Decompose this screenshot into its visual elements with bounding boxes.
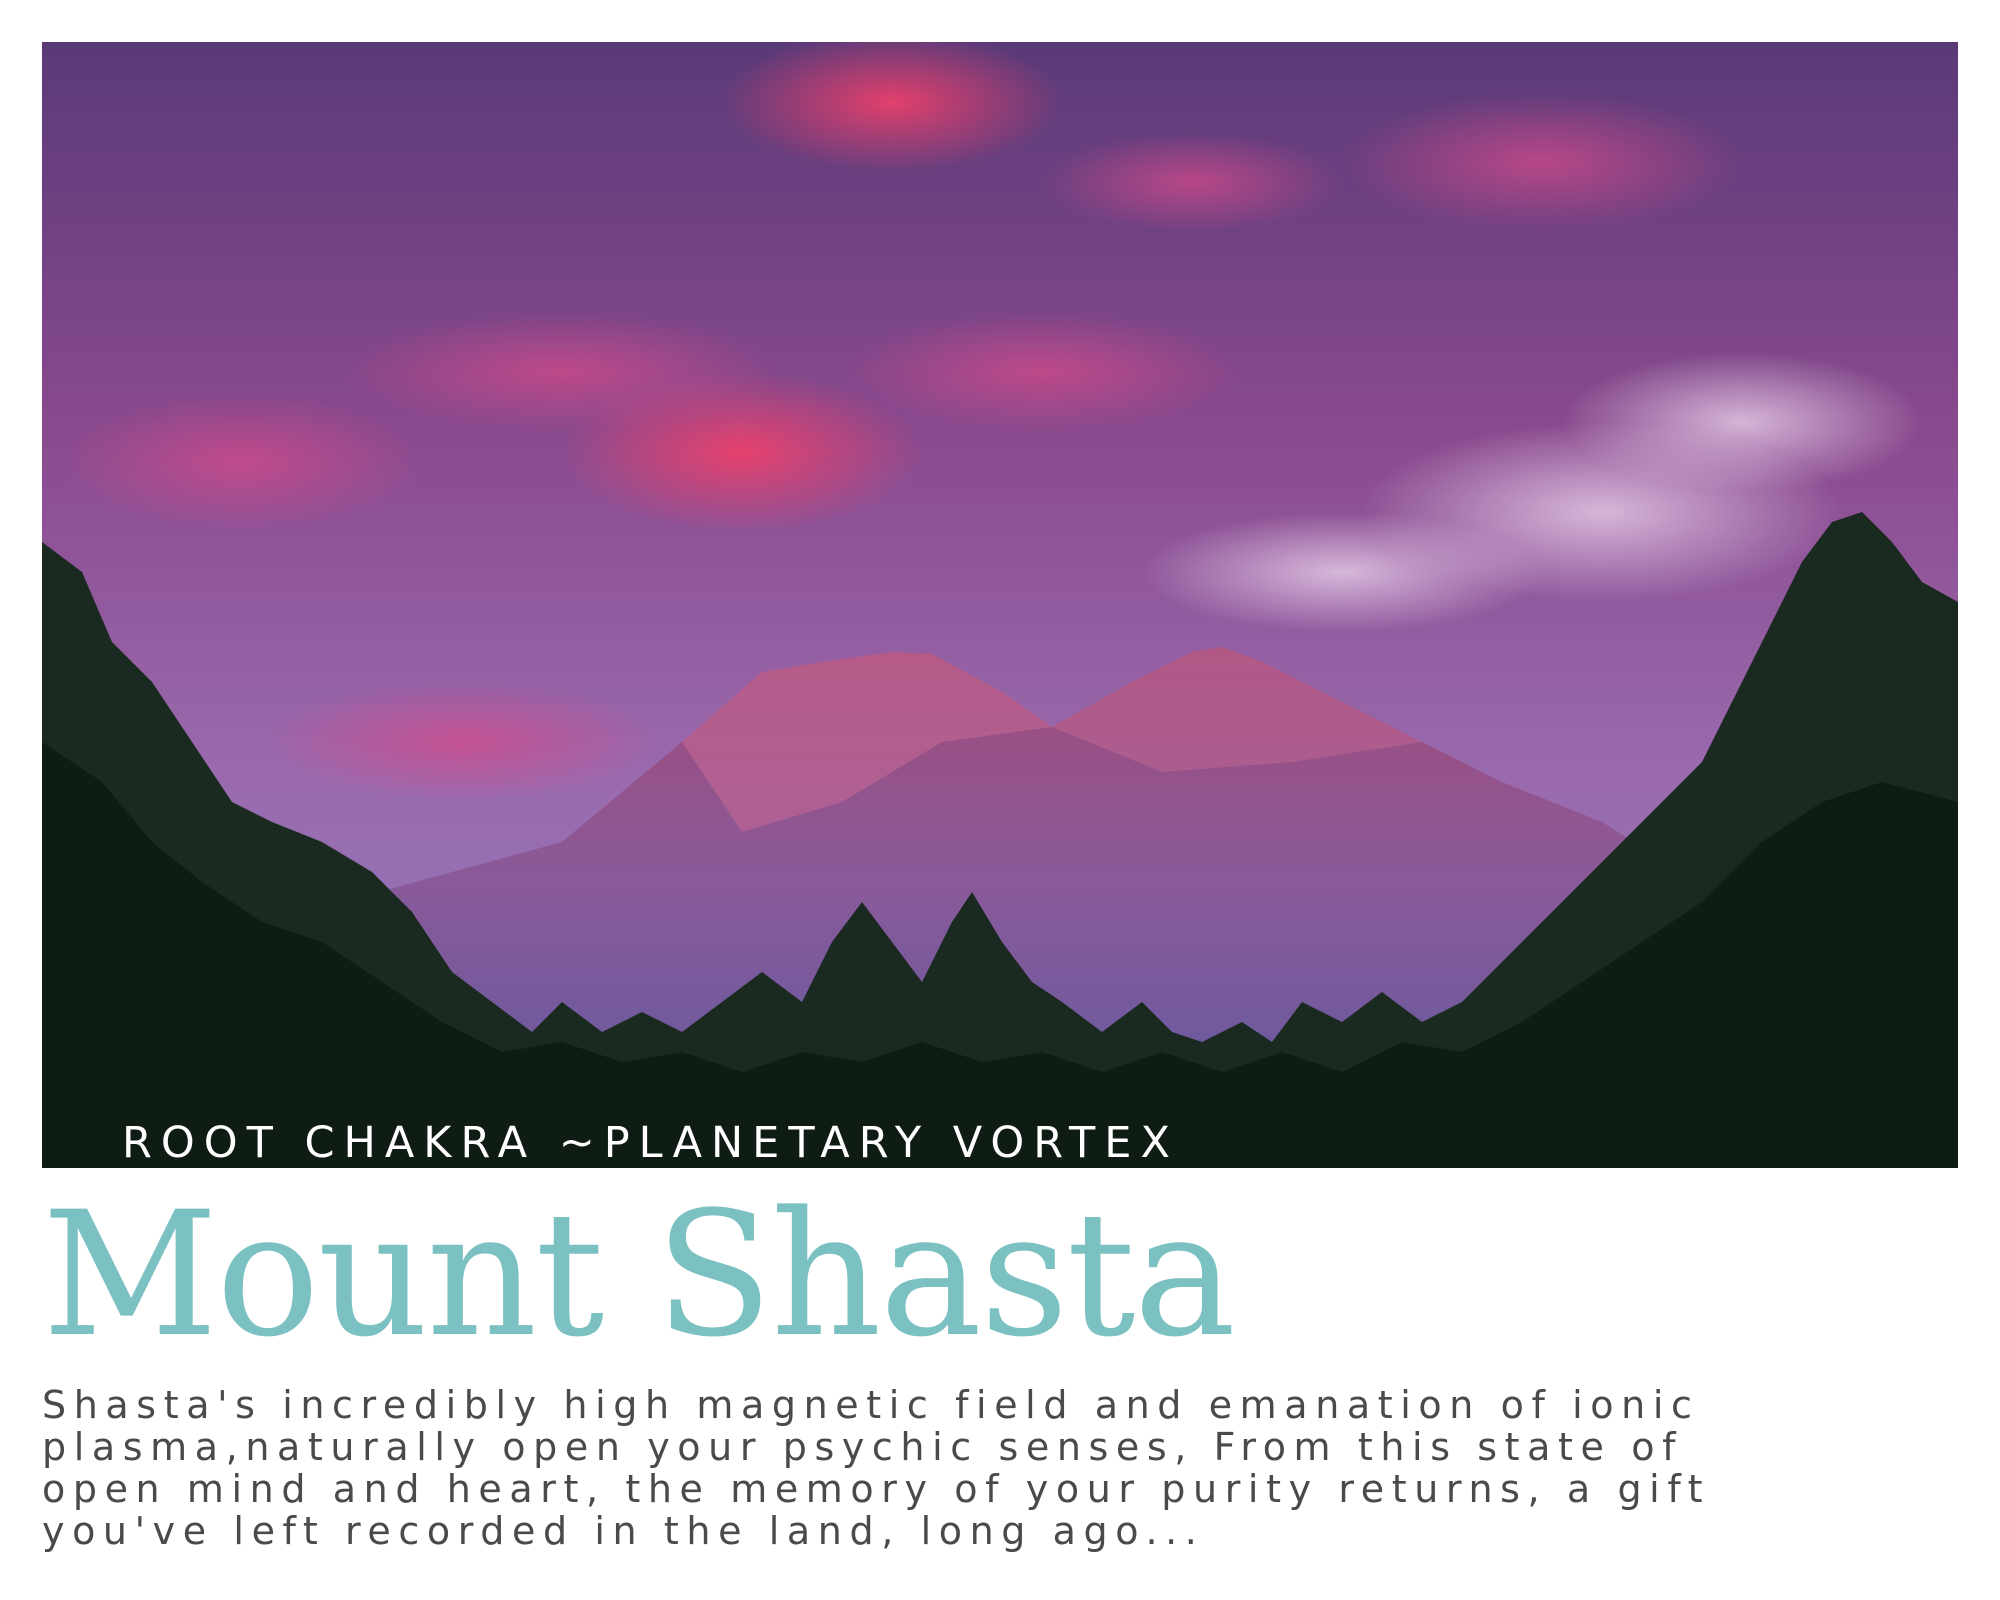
description-line: open mind and heart, the memory of your purity returns, a gift	[42, 1467, 1711, 1511]
page-title: Mount Shasta	[42, 1174, 1235, 1375]
photo-caption: ROOT CHAKRA ~PLANETARY VORTEX	[122, 1118, 1179, 1168]
description-line: Shasta's incredibly high magnetic field and emanation of ionic	[42, 1383, 1700, 1427]
description-paragraph	[42, 1384, 1942, 1552]
mountain-sunset-image	[42, 42, 1958, 1168]
mount-shasta-photo	[42, 42, 1958, 1168]
description-line: plasma,naturally open your psychic senses, From this state of	[42, 1425, 1684, 1469]
description-line: you've left recorded in the land, long ago...	[42, 1509, 1205, 1553]
